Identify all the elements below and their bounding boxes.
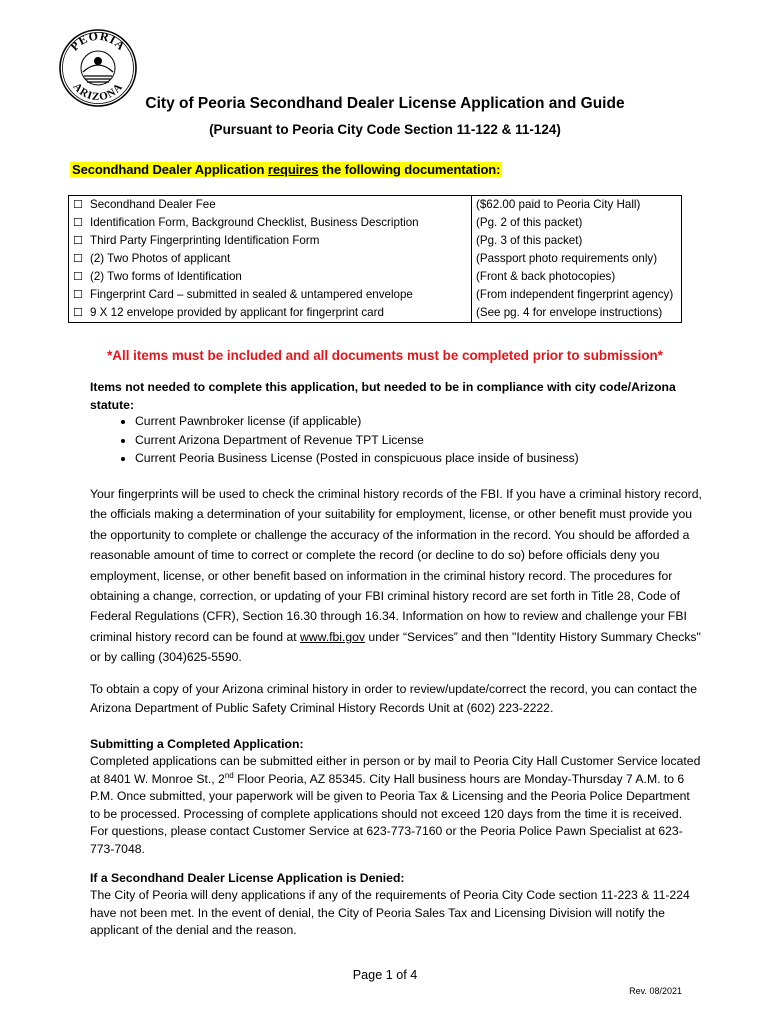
- checklist-row: ☐ Secondhand Dealer Fee ($62.00 paid to Peoria City Hall): [69, 196, 682, 215]
- checklist-note: (Front & back photocopies): [472, 268, 682, 286]
- checklist-note: (See pg. 4 for envelope instructions): [472, 304, 682, 323]
- document-title: City of Peoria Secondhand Dealer License Application and Guide: [145, 95, 625, 112]
- list-item: • Current Peoria Business License (Posted in conspicuous place inside of business): [135, 449, 579, 468]
- list-item: • Current Pawnbroker license (if applicable): [135, 412, 579, 431]
- checkbox-icon[interactable]: ☐: [73, 307, 83, 319]
- checkbox-icon[interactable]: ☐: [73, 253, 83, 265]
- page-number: Page 1 of 4: [352, 968, 418, 982]
- checklist-row: ☐ 9 X 12 envelope provided by applicant for fingerprint card (See pg. 4 for envelope instructions): [69, 304, 682, 323]
- checkbox-icon[interactable]: ☐: [73, 199, 83, 211]
- submission-warning: *All items must be included and all documents must be completed prior to submission*: [107, 348, 663, 363]
- checklist-row: ☐ Fingerprint Card – submitted in sealed & untampered envelope (From independent fingerprint agency): [69, 286, 682, 304]
- checklist-row: ☐ (2) Two forms of Identification (Front & back photocopies): [69, 268, 682, 286]
- document-subtitle: (Pursuant to Peoria City Code Section 11-122 & 11-124): [209, 122, 561, 137]
- checklist-note: (Pg. 3 of this packet): [472, 232, 682, 250]
- checklist-note: (Pg. 2 of this packet): [472, 214, 682, 232]
- checklist-row: ☐ Identification Form, Background Checklist, Business Description (Pg. 2 of this packet): [69, 214, 682, 232]
- requirements-heading: Secondhand Dealer Application requires the following documentation:: [72, 162, 501, 177]
- not-needed-heading: Items not needed to complete this application, but needed to be in compliance with city code/Arizona statute:: [90, 380, 676, 412]
- revision-date: Rev. 08/2021: [629, 986, 682, 996]
- fbi-link[interactable]: www.fbi.gov: [300, 629, 366, 644]
- submitting-heading: Submitting a Completed Application:: [90, 737, 304, 751]
- checkbox-icon[interactable]: ☐: [73, 271, 83, 283]
- denied-paragraph: The City of Peoria will deny applications if any of the requirements of Peoria City Code section 11-223 & 11-224 have not been met. In the event of denial, the City of Peoria Sales Tax and Licensing Division will notify the applicant of the denial and the reason.: [90, 888, 690, 937]
- svg-text:PEORIA: [67, 29, 128, 54]
- logo-top-text: PEORIA: [67, 28, 129, 54]
- checklist-note: (From independent fingerprint agency): [472, 286, 682, 304]
- requirements-checklist: [68, 195, 682, 323]
- logo-bottom-text: ARIZONA: [70, 80, 126, 104]
- checkbox-icon[interactable]: ☐: [73, 217, 83, 229]
- not-needed-list: [90, 412, 579, 468]
- list-item: • Current Arizona Department of Revenue TPT License: [135, 431, 579, 450]
- arizona-paragraph: To obtain a copy of your Arizona criminal history in order to review/update/correct the record, you can contact the Arizona Department of Public Safety Criminal History Records Unit at (602) 223-2222.: [90, 682, 697, 715]
- fbi-paragraph: Your fingerprints will be used to check the criminal history records of the FBI. If you have a criminal history record, the officials making a determination of your suitability for employment, license, or other benefit must provide you the opportunity to complete or challenge the accuracy of the information in the record. You should be afforded a reasonable amount of time to correct or complete the record (or decline to do so) before officials deny you employment, license, or other benefit based on information in the criminal history record. The procedures for obtaining a change, correction, or updating of your FBI criminal history record are set forth in Title 28, Code of Federal Regulations (CFR), Section 16.30 through 16.34. Information on how to review and challenge your FBI criminal history record can be found at www.fbi.gov under “Services” and then "Identity History Summary Checks" or by calling (304)625-5590.: [90, 487, 702, 665]
- checkbox-icon[interactable]: ☐: [73, 289, 83, 301]
- checklist-row: ☐ (2) Two Photos of applicant (Passport photo requirements only): [69, 250, 682, 268]
- checklist-note: ($62.00 paid to Peoria City Hall): [472, 196, 682, 215]
- denied-heading: If a Secondhand Dealer License Application is Denied:: [90, 871, 405, 885]
- checklist-row: ☐ Third Party Fingerprinting Identification Form (Pg. 3 of this packet): [69, 232, 682, 250]
- submitting-paragraph: Completed applications can be submitted either in person or by mail to Peoria City Hall Customer Service located at 8401 W. Monroe St., 2nd Floor Peoria, AZ 85345. City Hall business hours are Monday-Thursday 7 A.M. to 6 P.M. Once submitted, your paperwork will be given to Peoria Tax & Licensing and the Peoria Police Department to be processed. Processing of complete applications should not exceed 120 days from the time it is received. For questions, please contact Customer Service at 623-773-7160 or the Peoria Police Pawn Specialist at 623-773-7048.: [90, 754, 701, 856]
- checklist-note: (Passport photo requirements only): [472, 250, 682, 268]
- checkbox-icon[interactable]: ☐: [73, 235, 83, 247]
